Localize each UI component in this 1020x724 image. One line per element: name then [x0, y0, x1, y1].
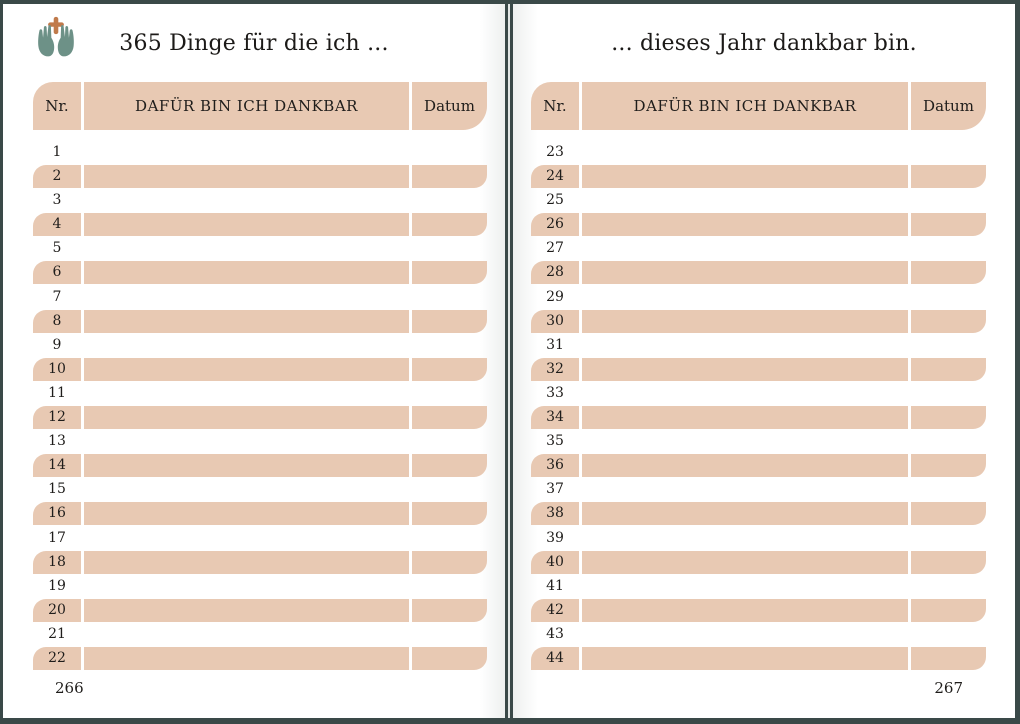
entry-line — [582, 575, 908, 598]
entry-line — [582, 165, 908, 188]
entry-line — [84, 165, 409, 188]
table-row — [33, 454, 487, 477]
entry-line — [582, 334, 908, 357]
table-row — [531, 502, 986, 525]
entry-line — [84, 647, 409, 670]
entry-line — [84, 551, 409, 574]
row-number: 2 — [33, 165, 81, 188]
entry-line — [84, 334, 409, 357]
date-line — [412, 382, 487, 405]
table-row — [33, 141, 487, 164]
date-line — [911, 599, 986, 622]
date-line — [911, 165, 986, 188]
table-row — [33, 599, 487, 622]
entry-line — [84, 213, 409, 236]
table-row — [531, 310, 986, 333]
page-title: ... dieses Jahr dankbar bin. — [611, 30, 917, 56]
table-row — [33, 478, 487, 501]
table-row — [531, 334, 986, 357]
table-row — [33, 382, 487, 405]
date-line — [412, 502, 487, 525]
row-number: 27 — [546, 240, 564, 257]
row-number: 41 — [546, 577, 564, 594]
page-title: 365 Dinge für die ich ... — [119, 30, 389, 56]
date-line — [412, 551, 487, 574]
table-header-row — [531, 82, 986, 130]
date-line — [412, 189, 487, 212]
row-number: 8 — [33, 310, 81, 333]
table-header-row — [33, 82, 487, 130]
table-row — [531, 647, 986, 670]
date-line — [911, 310, 986, 333]
entry-line — [582, 454, 908, 477]
table-row — [531, 454, 986, 477]
entry-line — [84, 502, 409, 525]
entry-line — [84, 358, 409, 381]
entry-line — [582, 527, 908, 550]
date-line — [412, 213, 487, 236]
entry-line — [84, 527, 409, 550]
date-line — [911, 502, 986, 525]
entry-line — [84, 286, 409, 309]
row-number: 19 — [48, 577, 66, 594]
entry-line — [84, 237, 409, 260]
entry-line — [582, 213, 908, 236]
entry-line — [582, 551, 908, 574]
table-row — [531, 382, 986, 405]
row-number: 37 — [546, 481, 564, 498]
row-number: 35 — [546, 433, 564, 450]
entry-line — [582, 478, 908, 501]
table-row — [33, 430, 487, 453]
hands-cross-logo — [33, 15, 79, 59]
row-number: 4 — [33, 213, 81, 236]
date-line — [911, 286, 986, 309]
table-row — [531, 599, 986, 622]
table-row — [33, 189, 487, 212]
table-row — [531, 406, 986, 429]
entry-line — [582, 406, 908, 429]
page-right-header — [513, 4, 1015, 82]
row-number: 1 — [52, 144, 62, 160]
page-number: 267 — [934, 678, 963, 697]
date-line — [911, 430, 986, 453]
date-line — [412, 165, 487, 188]
date-line — [911, 406, 986, 429]
table-row — [33, 310, 487, 333]
row-number: 9 — [52, 336, 62, 353]
entry-line — [84, 575, 409, 598]
date-line — [911, 358, 986, 381]
header-nr: Nr. — [531, 82, 579, 130]
date-line — [911, 478, 986, 501]
page-left — [3, 4, 505, 718]
row-number: 20 — [33, 599, 81, 622]
table-row — [531, 189, 986, 212]
row-number: 40 — [531, 551, 579, 574]
date-line — [412, 527, 487, 550]
row-number: 23 — [546, 144, 564, 160]
date-line — [911, 382, 986, 405]
header-date: Datum — [911, 82, 986, 130]
row-number: 13 — [48, 433, 66, 450]
date-line — [911, 261, 986, 284]
table-row — [531, 478, 986, 501]
row-number: 18 — [33, 551, 81, 574]
table-row — [33, 623, 487, 646]
row-number: 31 — [546, 336, 564, 353]
date-line — [911, 575, 986, 598]
entry-line — [582, 141, 908, 164]
row-number: 43 — [546, 625, 564, 642]
table-row — [33, 286, 487, 309]
table-row — [33, 213, 487, 236]
entry-line — [84, 406, 409, 429]
table-row — [33, 334, 487, 357]
book-spine — [505, 4, 513, 718]
row-number: 5 — [52, 240, 62, 257]
date-line — [412, 237, 487, 260]
entry-line — [84, 623, 409, 646]
row-number: 42 — [531, 599, 579, 622]
entry-line — [582, 189, 908, 212]
date-line — [412, 334, 487, 357]
row-number: 39 — [546, 529, 564, 546]
date-line — [911, 647, 986, 670]
date-line — [412, 454, 487, 477]
table-row — [531, 213, 986, 236]
date-line — [412, 647, 487, 670]
table-row — [531, 430, 986, 453]
entry-line — [582, 382, 908, 405]
entry-line — [582, 647, 908, 670]
row-number: 3 — [52, 192, 62, 209]
table-body — [33, 141, 487, 670]
table-row — [33, 551, 487, 574]
spine-highlight — [508, 4, 510, 718]
row-number: 36 — [531, 454, 579, 477]
table-row — [33, 502, 487, 525]
row-number: 32 — [531, 358, 579, 381]
row-number: 44 — [531, 647, 579, 670]
row-number: 12 — [33, 406, 81, 429]
table-row — [33, 647, 487, 670]
entry-line — [582, 261, 908, 284]
entry-line — [582, 237, 908, 260]
table-row — [33, 575, 487, 598]
row-number: 6 — [33, 261, 81, 284]
date-line — [412, 623, 487, 646]
table-row — [531, 623, 986, 646]
table-row — [33, 261, 487, 284]
row-number: 15 — [48, 481, 66, 498]
page-right — [513, 4, 1015, 718]
date-line — [412, 575, 487, 598]
entry-line — [84, 599, 409, 622]
date-line — [412, 261, 487, 284]
table-row — [531, 141, 986, 164]
gratitude-table — [33, 82, 487, 670]
date-line — [911, 189, 986, 212]
gratitude-table — [531, 82, 986, 670]
date-line — [412, 406, 487, 429]
header-date: Datum — [412, 82, 487, 130]
date-line — [911, 213, 986, 236]
row-number: 38 — [531, 502, 579, 525]
entry-line — [84, 261, 409, 284]
row-number: 21 — [48, 625, 66, 642]
table-row — [531, 286, 986, 309]
row-number: 25 — [546, 192, 564, 209]
header-gratitude: DAFÜR BIN ICH DANKBAR — [84, 82, 409, 130]
entry-line — [582, 502, 908, 525]
date-line — [412, 310, 487, 333]
entry-line — [84, 310, 409, 333]
table-row — [531, 527, 986, 550]
table-row — [33, 237, 487, 260]
date-line — [911, 527, 986, 550]
row-number: 22 — [33, 647, 81, 670]
date-line — [911, 237, 986, 260]
date-line — [911, 551, 986, 574]
table-row — [33, 165, 487, 188]
date-line — [412, 478, 487, 501]
table-row — [33, 527, 487, 550]
row-number: 24 — [531, 165, 579, 188]
entry-line — [582, 430, 908, 453]
row-number: 17 — [48, 529, 66, 546]
row-number: 10 — [33, 358, 81, 381]
row-number: 29 — [546, 288, 564, 305]
page-number: 266 — [55, 678, 84, 697]
entry-line — [582, 599, 908, 622]
date-line — [412, 358, 487, 381]
table-body — [531, 141, 986, 670]
table-row — [531, 237, 986, 260]
entry-line — [84, 454, 409, 477]
entry-line — [582, 623, 908, 646]
table-row — [531, 261, 986, 284]
table-row — [531, 575, 986, 598]
row-number: 11 — [48, 384, 66, 401]
entry-line — [582, 286, 908, 309]
date-line — [911, 141, 986, 164]
entry-line — [84, 189, 409, 212]
row-number: 14 — [33, 454, 81, 477]
header-nr: Nr. — [33, 82, 81, 130]
entry-line — [84, 141, 409, 164]
table-row — [531, 165, 986, 188]
row-number: 7 — [52, 288, 62, 305]
date-line — [412, 430, 487, 453]
entry-line — [582, 358, 908, 381]
row-number: 26 — [531, 213, 579, 236]
row-number: 33 — [546, 384, 564, 401]
table-row — [531, 358, 986, 381]
row-number: 28 — [531, 261, 579, 284]
date-line — [412, 599, 487, 622]
date-line — [911, 454, 986, 477]
entry-line — [582, 310, 908, 333]
table-row — [531, 551, 986, 574]
entry-line — [84, 382, 409, 405]
row-number: 34 — [531, 406, 579, 429]
date-line — [911, 623, 986, 646]
table-row — [33, 358, 487, 381]
page-left-header — [3, 4, 505, 82]
row-number: 16 — [33, 502, 81, 525]
date-line — [412, 141, 487, 164]
entry-line — [84, 430, 409, 453]
table-row — [33, 406, 487, 429]
header-gratitude: DAFÜR BIN ICH DANKBAR — [582, 82, 908, 130]
date-line — [911, 334, 986, 357]
date-line — [412, 286, 487, 309]
row-number: 30 — [531, 310, 579, 333]
entry-line — [84, 478, 409, 501]
